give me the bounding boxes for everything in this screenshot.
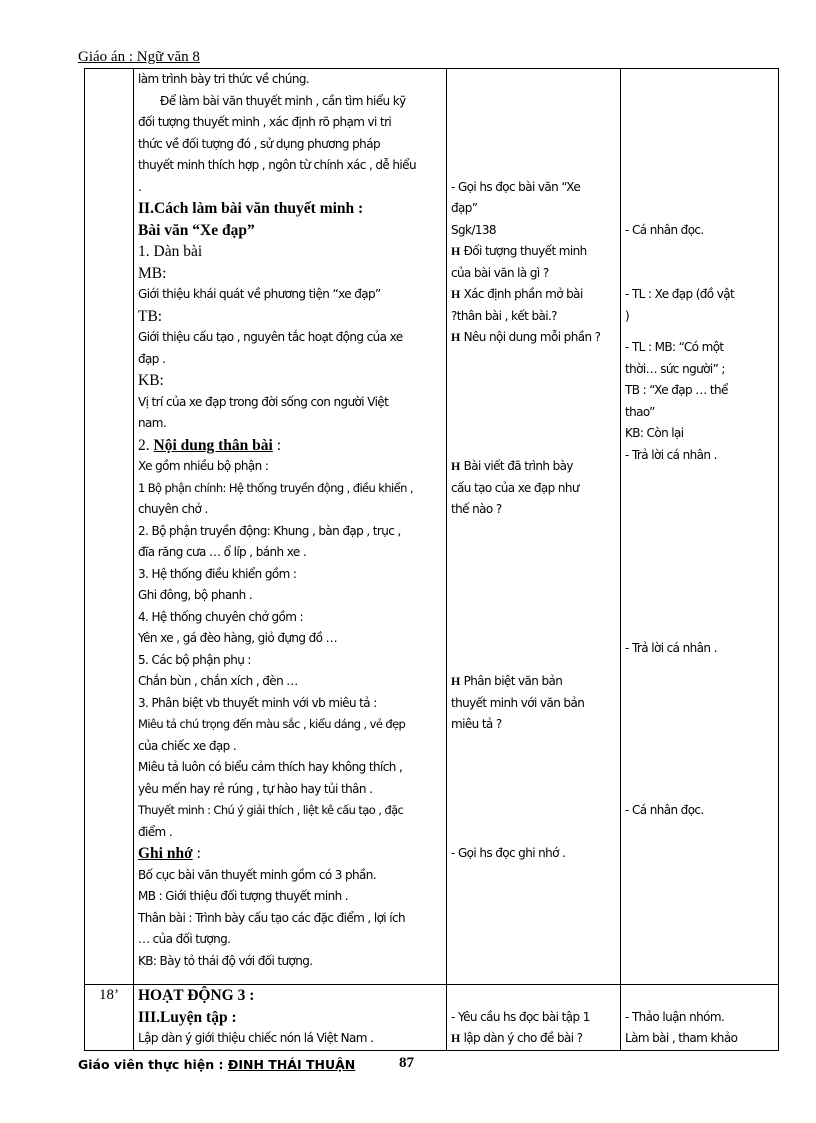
content-line: Miêu tả chú trọng đến màu sắc , kiểu dáng , vẻ đẹp [138,717,406,731]
student-line: - Cá nhân đọc. [625,802,704,817]
content-line: Vị trí của xe đạp trong đời sống con người Việt [138,394,389,409]
subsection-heading: MB: [138,264,167,282]
content-line: Ghi đông, bộ phanh . [138,588,253,602]
content-line: đạp . [138,351,166,366]
content-line: đối tượng thuyết minh , xác định rõ phạm vi tri [138,115,392,129]
teacher-line: - Yêu cầu hs đọc bài tập 1 [451,1009,590,1024]
teacher-activity-cell [447,985,621,1051]
teacher-line: đạp” [451,201,478,215]
student-line: thời… sức người” ; [625,361,725,376]
student-line: - Trả lời cá nhân . [625,641,717,655]
teacher-line: miêu tả ? [451,717,502,731]
teacher-line: thuyết minh với văn bản [451,695,585,710]
content-cell [134,69,447,985]
student-activity-cell [621,69,779,985]
teacher-name: ĐINH THÁI THUẬN [227,1057,356,1072]
content-line: KB: Bày tỏ thái độ với đối tượng. [138,953,313,968]
teacher-line: của bài văn là gì ? [451,265,549,280]
subsection-heading: 1. Dàn bài [138,243,203,260]
content-line: điểm . [138,824,173,839]
teacher-line: H Nêu nội dung mỗi phần ? [451,330,601,344]
content-line: … của đối tượng. [138,932,231,946]
content-line: 2. Bộ phận truyền động: Khung , bàn đạp , trục , [138,523,401,538]
time-cell [85,69,134,985]
subsection-heading: KB: [138,372,164,389]
content-line: đĩa răng cưa … ổ líp , bánh xe . [138,545,307,559]
student-line: - Trả lời cá nhân . [625,447,717,462]
student-line: thao” [625,404,655,419]
section-heading: Bài văn “Xe đạp” [138,221,255,239]
section-heading: II.Cách làm bài văn thuyết minh : [138,200,364,217]
page-number: 87 [399,1055,414,1071]
teacher-line: H Phân biệt văn bản [451,674,563,688]
content-line: Bố cục bài văn thuyết minh gồm có 3 phần. [138,867,377,882]
student-line: - Cá nhân đọc. [625,222,704,237]
teacher-line: ?thân bài , kết bài.? [451,308,557,323]
content-line: Giới thiệu khái quát về phương tiện “xe đạp” [138,287,381,301]
student-line: - TL : MB: “Có một [625,340,724,354]
teacher-line: H lập dàn ý cho đề bài ? [451,1031,583,1045]
content-line: 3. Hệ thống điều khiển gồm : [138,566,297,581]
student-line: - Thảo luận nhóm. [625,1009,725,1024]
content-line: . [138,179,142,194]
teacher-line: H Bài viết đã trình bày [451,459,573,473]
lesson-table [84,68,779,1051]
content-line: Giới thiệu cấu tạo , nguyên tắc hoạt động của xe [138,330,403,344]
content-line: MB : Giới thiệu đối tượng thuyết minh . [138,889,349,903]
content-line: của chiếc xe đạp . [138,738,237,753]
content-line: chuyên chở . [138,502,208,516]
time-cell: 18’ [85,985,134,1051]
content-line: 5. Các bộ phận phụ : [138,652,251,667]
section-heading: HOẠT ĐỘNG 3 : [138,987,255,1004]
section-heading: III.Luyện tập : [138,1008,237,1026]
table-row [85,985,779,1051]
teacher-line: H Xác định phần mở bài [451,287,583,301]
content-line: Thuyết minh : Chú ý giải thích , liệt kê cấu tạo , đặc [138,803,404,817]
footer-teacher: Giáo viên thực hiện : ĐINH THÁI THUẬN [78,1057,356,1072]
teacher-line: Sgk/138 [451,222,496,237]
student-line: Làm bài , tham khảo [625,1031,738,1045]
content-line: Thân bài : Trình bày cấu tạo các đặc điểm , lợi ích [138,910,405,925]
student-line: ) [625,308,630,323]
student-activity-cell [621,985,779,1051]
teacher-line: cấu tạo của xe đạp như [451,480,579,495]
teacher-line: H Đối tượng thuyết minh [451,244,587,258]
content-line: Xe gồm nhiều bộ phận : [138,459,269,473]
subsection-heading: TB: [138,307,163,325]
content-cell [134,985,447,1051]
content-line: Chắn bùn , chắn xích , đèn … [138,674,298,688]
student-line: TB : “Xe đạp … thể [625,383,728,397]
subsection-heading: 2. Nội dung thân bài : [138,436,282,454]
teacher-line: - Gọi hs đọc ghi nhớ . [451,846,566,860]
content-line: 4. Hệ thống chuyên chở gồm : [138,609,303,624]
content-line: 1 Bộ phận chính: Hệ thống truyền động , điều khiển , [138,480,413,495]
content-line: yêu mến hay rẻ rúng , tự hào hay tủi thân . [138,781,373,796]
content-line: làm trình bày tri thức về chúng. [138,72,310,86]
subsection-heading: Ghi nhớ : [138,845,201,862]
teacher-activity-cell [447,69,621,985]
content-line: thuyết minh thích hợp , ngôn từ chính xác , dễ hiểu [138,158,416,172]
teacher-line: - Gọi hs đọc bài văn “Xe [451,179,581,194]
content-line: 3. Phân biệt vb thuyết minh với vb miêu tả : [138,695,377,710]
student-line: KB: Còn lại [625,426,684,440]
page-header-title: Giáo án : Ngữ văn 8 [78,49,200,65]
teacher-line: thế nào ? [451,502,502,516]
content-line: thức về đối tượng đó , sử dụng phương pháp [138,136,380,151]
content-line: Lập dàn ý giới thiệu chiếc nón lá Việt Nam . [138,1031,374,1045]
content-line: Để làm bài văn thuyết minh , cần tìm hiểu kỹ [160,93,406,108]
content-line: Yên xe , gá đèo hàng, giỏ đựng đồ … [138,631,337,645]
student-line: - TL : Xe đạp (đồ vật [625,287,735,301]
table-row [85,69,779,985]
content-line: Miêu tả luôn có biểu cảm thích hay không thích , [138,760,403,774]
content-line: nam. [138,416,167,430]
